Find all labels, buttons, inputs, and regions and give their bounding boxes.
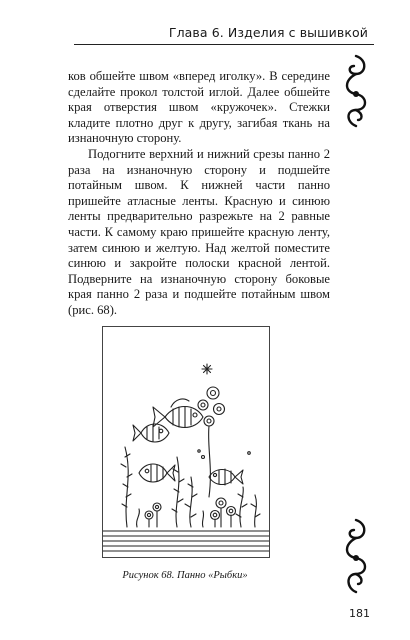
paragraph: ков обшейте швом «вперед иголку». В середине сделайте прокол толстой иглой. Далее обшейте края отверстия швом «кружочек». Стежки кладите плотно друг к другу, загибая ткань на изнаночную сторону. (68, 69, 330, 146)
swirl-ornament-top-icon (336, 52, 376, 132)
chapter-title: Глава 6. Изделия с вышивкой (168, 25, 368, 40)
page-number: 181 (349, 607, 370, 620)
figure-caption: Рисунок 68. Панно «Рыбки» (122, 570, 248, 581)
swirl-ornament-bottom-icon (336, 516, 376, 598)
fish-panel-illustration-icon (103, 327, 269, 557)
running-header (74, 24, 374, 45)
paragraph: Подогните верхний и нижний срезы панно 2 раза на изнаночную сторону и подшейте потайным швом. К нижней части панно пришейте атласные ленты. Красную и синюю ленты предварительно разрежьте на 2 равные части. К самому краю пришейте красную ленту, затем синюю и желтую. Над желтой поместите синюю и закройте полоски красной лентой. Подверните на изнаночную сторону боковые края панно 2 раза и подшейте потайным швом (рис. 68). (68, 146, 330, 317)
fish-panel-figure (102, 326, 270, 558)
body-text (68, 69, 330, 319)
